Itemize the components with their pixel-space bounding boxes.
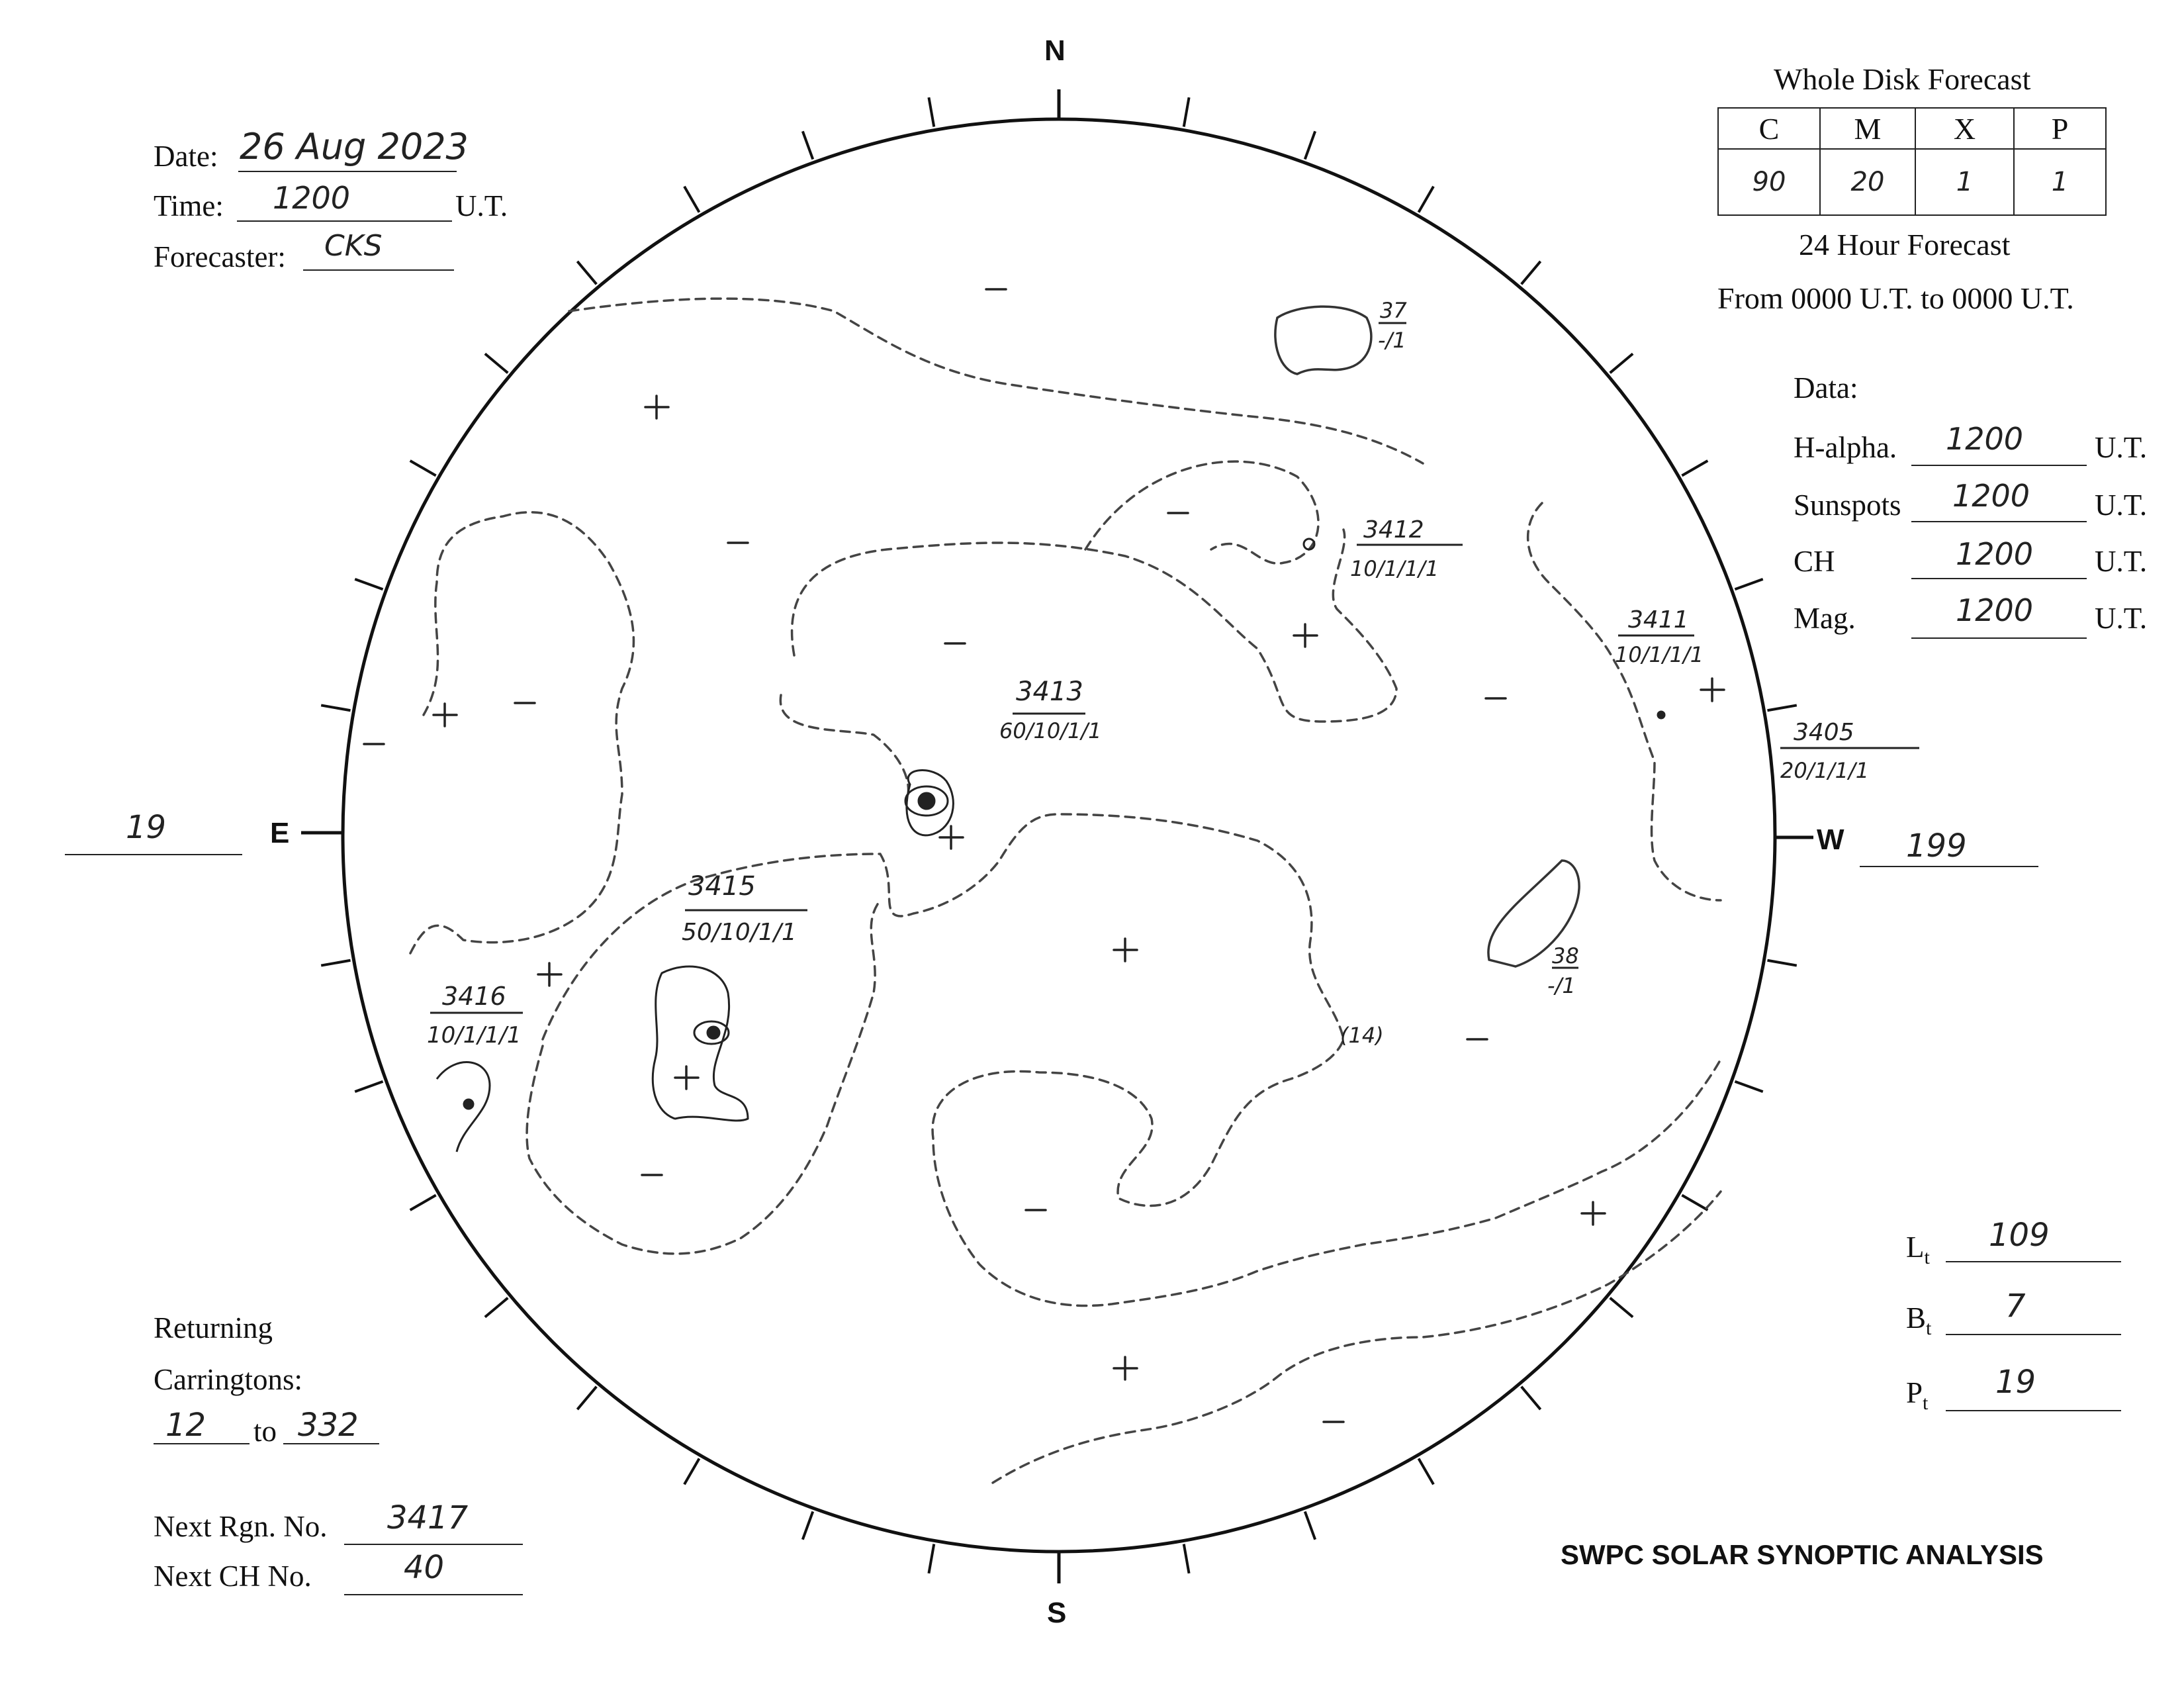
carringtons-label-1: Returning xyxy=(154,1311,273,1344)
east-label: E xyxy=(270,817,290,849)
neutral-line-center-2 xyxy=(780,695,908,801)
pt-underline xyxy=(1946,1410,2121,1411)
limb-tick xyxy=(355,1082,383,1092)
limb-tick xyxy=(1767,705,1796,710)
solar-limb xyxy=(343,119,1775,1552)
time-unit: U.T. xyxy=(455,189,508,222)
ch-value: 1200 xyxy=(1956,536,2034,572)
spot-3413-umbra xyxy=(919,793,934,809)
neutral-lines xyxy=(410,299,1721,1483)
coronal-hole-37-sub: -/1 xyxy=(1378,328,1406,353)
carringtons-from-underline xyxy=(154,1443,250,1444)
region-3415-class: 50/10/1/1 xyxy=(682,919,797,946)
region-3416-class: 10/1/1/1 xyxy=(427,1022,522,1049)
region-annotations xyxy=(427,298,1869,1049)
limb-tick xyxy=(1610,1298,1633,1317)
limb-tick xyxy=(1305,131,1315,159)
sunspots-label: Sunspots xyxy=(1794,489,1901,522)
next-region-label: Next Rgn. No. xyxy=(154,1510,328,1543)
forecast-col-p: P xyxy=(2014,108,2106,149)
forecast-value-c: 90 xyxy=(1718,149,1820,215)
neutral-line-west xyxy=(1528,503,1721,900)
coronal-hole-38-sub: -/1 xyxy=(1547,973,1576,998)
lt-sub: t xyxy=(1924,1246,1930,1268)
limb-tick xyxy=(485,1298,508,1317)
next-ch-label: Next CH No. xyxy=(154,1560,312,1593)
next-region-underline xyxy=(344,1544,523,1545)
limb-tick xyxy=(410,461,436,476)
region-3416-number: 3416 xyxy=(442,982,506,1011)
limb-tick xyxy=(355,579,383,589)
limb-tick xyxy=(1184,97,1189,126)
pt-sub: t xyxy=(1923,1392,1929,1414)
limb-ticks xyxy=(321,97,1797,1573)
polarity-marks xyxy=(364,289,1724,1422)
filament-label: (14) xyxy=(1340,1023,1384,1048)
limb-tick xyxy=(1682,1196,1707,1211)
limb-tick xyxy=(929,97,934,126)
limb-tick xyxy=(1522,1387,1541,1409)
limb-tick xyxy=(929,1544,934,1573)
coronal-holes xyxy=(1275,306,1579,966)
forecast-col-x: X xyxy=(1915,108,2014,149)
region-fraction-bars xyxy=(430,323,1919,1013)
region-3413-class: 60/10/1/1 xyxy=(999,718,1102,743)
spot-3416 xyxy=(464,1100,473,1109)
west-longitude-underline xyxy=(1860,866,2038,867)
ch-unit: U.T. xyxy=(2095,545,2148,578)
east-longitude-value: 19 xyxy=(126,809,167,846)
data-title: Data: xyxy=(1794,371,1858,404)
limb-tick xyxy=(684,187,700,212)
neutral-line-east xyxy=(410,512,633,953)
mag-value: 1200 xyxy=(1956,592,2034,628)
region-3412-number: 3412 xyxy=(1363,516,1424,543)
neutral-line-far-south xyxy=(993,1192,1721,1483)
forecast-range: From 0000 U.T. to 0000 U.T. xyxy=(1717,281,2074,315)
bt-underline xyxy=(1946,1334,2121,1335)
plage-3415 xyxy=(653,966,748,1121)
bt-letter: B xyxy=(1906,1301,1927,1335)
west-label: W xyxy=(1817,823,1844,856)
bt-sub: t xyxy=(1926,1317,1932,1339)
pt-letter: P xyxy=(1906,1376,1923,1409)
limb-tick xyxy=(1184,1544,1189,1573)
ch-label: CH xyxy=(1794,545,1835,578)
limb-tick xyxy=(577,1387,596,1409)
next-region-value: 3417 xyxy=(387,1499,469,1536)
coronal-hole-37-number: 37 xyxy=(1380,298,1407,323)
neutral-line-ne xyxy=(1085,461,1318,563)
forecast-col-c: C xyxy=(1718,108,1820,149)
limb-tick xyxy=(1419,187,1434,212)
forecast-value-x: 1 xyxy=(1915,149,2014,215)
forecast-value-m: 20 xyxy=(1820,149,1915,215)
coronal-hole-37 xyxy=(1275,306,1371,374)
lt-underline xyxy=(1946,1261,2121,1262)
forecast-value-p: 1 xyxy=(2014,149,2106,215)
forecast-title: Whole Disk Forecast xyxy=(1774,62,2031,96)
next-ch-underline xyxy=(344,1594,523,1595)
east-longitude-underline xyxy=(65,854,242,855)
halpha-label: H-alpha. xyxy=(1794,431,1897,464)
region-3415-number: 3415 xyxy=(688,871,756,902)
carringtons-from: 12 xyxy=(165,1407,206,1444)
pt-label xyxy=(1906,1376,1928,1415)
region-3411-class: 10/1/1/1 xyxy=(1615,642,1704,667)
north-label: N xyxy=(1044,34,1066,67)
bt-value: 7 xyxy=(2005,1288,2026,1325)
limb-tick xyxy=(410,1196,436,1211)
carringtons-to-label: to xyxy=(253,1415,277,1448)
region-3411-number: 3411 xyxy=(1628,606,1689,633)
bt-label xyxy=(1906,1301,1931,1340)
limb-tick xyxy=(321,705,350,710)
region-3413-number: 3413 xyxy=(1016,677,1083,707)
limb-tick xyxy=(1305,1511,1315,1539)
lt-value: 109 xyxy=(1989,1217,2050,1254)
lt-label xyxy=(1906,1230,1930,1269)
halpha-unit: U.T. xyxy=(2095,431,2148,464)
date-value: 26 Aug 2023 xyxy=(240,126,469,167)
limb-tick xyxy=(803,1511,813,1539)
spot-3415-umbra xyxy=(707,1027,719,1039)
south-label: S xyxy=(1047,1597,1067,1629)
limb-tick xyxy=(1767,961,1796,966)
limb-tick xyxy=(485,353,508,373)
spot-3411 xyxy=(1658,712,1664,718)
limb-tick xyxy=(1522,261,1541,284)
plage-3416 xyxy=(437,1062,490,1152)
carringtons-to-underline xyxy=(283,1443,379,1444)
limb-tick xyxy=(1735,579,1762,589)
limb-tick xyxy=(803,131,813,159)
forecast-col-m: M xyxy=(1820,108,1915,149)
halpha-value: 1200 xyxy=(1946,421,2024,457)
region-3412-class: 10/1/1/1 xyxy=(1350,556,1439,581)
footer-title: SWPC SOLAR SYNOPTIC ANALYSIS xyxy=(1561,1539,2044,1570)
forecaster-label: Forecaster: xyxy=(154,240,286,273)
sunspots-unit: U.T. xyxy=(2095,489,2148,522)
limb-tick xyxy=(1610,353,1633,373)
mag-label: Mag. xyxy=(1794,602,1856,635)
time-value: 1200 xyxy=(273,180,351,216)
neutral-line-north xyxy=(569,299,1423,463)
region-3405-class: 20/1/1/1 xyxy=(1780,758,1870,783)
mag-unit: U.T. xyxy=(2095,602,2148,635)
forecaster-value: CKS xyxy=(324,229,383,263)
region-3405-number: 3405 xyxy=(1794,719,1854,746)
limb-tick xyxy=(1735,1082,1762,1092)
sunspot-groups xyxy=(437,539,1664,1152)
lt-letter: L xyxy=(1906,1231,1925,1264)
neutral-line-se xyxy=(527,900,880,1254)
limb-tick xyxy=(1419,1458,1434,1484)
west-longitude-value: 199 xyxy=(1906,827,1967,865)
date-label: Date: xyxy=(154,140,218,173)
limb-tick xyxy=(1682,461,1707,476)
limb-tick xyxy=(577,261,596,284)
pt-value: 19 xyxy=(1995,1364,2036,1401)
carringtons-label-2: Carringtons: xyxy=(154,1363,302,1396)
forecast-subtitle: 24 Hour Forecast xyxy=(1799,228,2011,261)
coronal-hole-38-number: 38 xyxy=(1552,943,1579,968)
limb-tick xyxy=(321,961,350,966)
sunspots-value: 1200 xyxy=(1952,478,2030,514)
time-label: Time: xyxy=(154,189,224,222)
limb-tick xyxy=(684,1458,700,1484)
carringtons-to: 332 xyxy=(298,1407,359,1444)
next-ch-value: 40 xyxy=(404,1549,445,1586)
